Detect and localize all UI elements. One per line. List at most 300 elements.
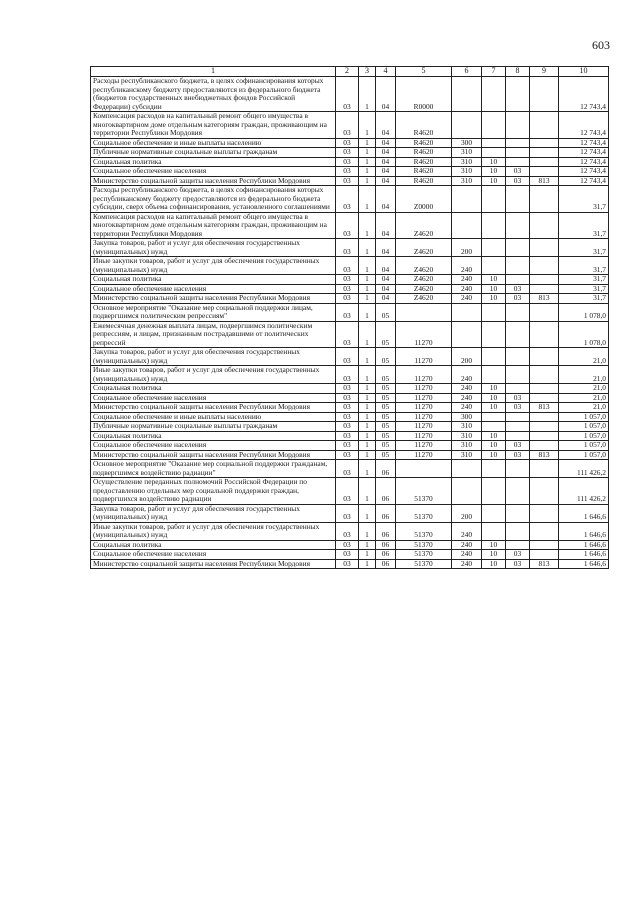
code-5-cell: 11270 <box>396 450 452 460</box>
item-name-cell: Иные закупки товаров, работ и услуг для обеспечения государственных (муниципальных) нужд <box>91 366 336 384</box>
code-3-cell: 1 <box>359 522 376 540</box>
code-3-cell: 1 <box>359 138 376 148</box>
table-row <box>91 294 609 304</box>
code-4-cell: 05 <box>376 321 396 348</box>
code-8-cell <box>506 522 530 540</box>
code-8-cell: 03 <box>506 284 530 294</box>
code-4-cell: 06 <box>376 522 396 540</box>
code-8-cell: 03 <box>506 167 530 177</box>
item-name-cell: Министерство социальной защиты населения Республики Мордовия <box>91 403 336 413</box>
code-2-cell: 03 <box>336 393 359 403</box>
amount-cell: 12 743,4 <box>559 138 609 148</box>
code-5-cell: Z4620 <box>396 275 452 285</box>
item-name-cell: Иные закупки товаров, работ и услуг для обеспечения государственных (муниципальных) нужд <box>91 257 336 275</box>
code-4-cell: 05 <box>376 431 396 441</box>
code-6-cell: 310 <box>452 431 482 441</box>
code-8-cell <box>506 77 530 112</box>
code-9-cell <box>530 239 559 257</box>
code-6-cell: 310 <box>452 167 482 177</box>
code-2-cell: 03 <box>336 460 359 478</box>
code-2-cell: 03 <box>336 176 359 186</box>
table-row <box>91 77 609 112</box>
code-4-cell: 05 <box>376 403 396 413</box>
code-4-cell: 04 <box>376 239 396 257</box>
amount-cell: 21,0 <box>559 366 609 384</box>
code-2-cell: 03 <box>336 303 359 321</box>
code-9-cell: 813 <box>530 559 559 569</box>
code-7-cell: 10 <box>482 441 506 451</box>
code-4-cell: 04 <box>376 176 396 186</box>
code-2-cell: 03 <box>336 257 359 275</box>
code-6-cell: 200 <box>452 348 482 366</box>
code-2-cell: 03 <box>336 294 359 304</box>
code-7-cell <box>482 321 506 348</box>
item-name-cell: Закупка товаров, работ и услуг для обеспечения государственных (муниципальных) нужд <box>91 504 336 522</box>
code-8-cell <box>506 275 530 285</box>
amount-cell: 1 646,6 <box>559 550 609 560</box>
code-5-cell: 11270 <box>396 431 452 441</box>
item-name-cell: Расходы республиканского бюджета, в целях софинансирования которых республиканскому бюджету предоставляются из федерального бюджета субсидии, сверх объема софинансирования, установленного соглашениями <box>91 186 336 213</box>
table-row <box>91 422 609 432</box>
table-row <box>91 148 609 158</box>
code-3-cell: 1 <box>359 441 376 451</box>
code-3-cell: 1 <box>359 257 376 275</box>
code-6-cell: 200 <box>452 504 482 522</box>
amount-cell: 1 057,0 <box>559 422 609 432</box>
budget-table <box>90 66 609 569</box>
item-name-cell: Социальное обеспечение и иные выплаты населению <box>91 412 336 422</box>
code-4-cell: 04 <box>376 157 396 167</box>
code-6-cell: 200 <box>452 239 482 257</box>
code-3-cell: 1 <box>359 422 376 432</box>
code-4-cell: 05 <box>376 450 396 460</box>
header-cell: 10 <box>559 67 609 77</box>
item-name-cell: Социальная политика <box>91 275 336 285</box>
amount-cell: 21,0 <box>559 393 609 403</box>
code-6-cell: 310 <box>452 422 482 432</box>
code-5-cell: R4620 <box>396 176 452 186</box>
item-name-cell: Социальная политика <box>91 431 336 441</box>
code-3-cell: 1 <box>359 412 376 422</box>
code-6-cell: 310 <box>452 176 482 186</box>
header-row <box>91 67 609 77</box>
code-5-cell: Z4620 <box>396 212 452 239</box>
code-2-cell: 03 <box>336 540 359 550</box>
code-3-cell: 1 <box>359 303 376 321</box>
code-4-cell: 05 <box>376 303 396 321</box>
code-7-cell <box>482 348 506 366</box>
item-name-cell: Министерство социальной защиты населения Республики Мордовия <box>91 450 336 460</box>
item-name-cell: Основное мероприятие "Оказание мер социальной поддержки гражданам, подвергшимся воздействию радиации" <box>91 460 336 478</box>
code-8-cell: 03 <box>506 559 530 569</box>
amount-cell: 31,7 <box>559 284 609 294</box>
code-2-cell: 03 <box>336 321 359 348</box>
code-6-cell: 240 <box>452 550 482 560</box>
table-row <box>91 460 609 478</box>
code-4-cell: 04 <box>376 148 396 158</box>
code-6-cell: 310 <box>452 441 482 451</box>
code-7-cell <box>482 148 506 158</box>
code-7-cell <box>482 257 506 275</box>
code-3-cell: 1 <box>359 148 376 158</box>
item-name-cell: Ежемесячная денежная выплата лицам, подвергшимся политическим репрессиям, и лицам, признанным пострадавшими от политических репрессий <box>91 321 336 348</box>
code-7-cell: 10 <box>482 403 506 413</box>
code-3-cell: 1 <box>359 167 376 177</box>
code-3-cell: 1 <box>359 348 376 366</box>
code-9-cell: 813 <box>530 403 559 413</box>
code-6-cell: 240 <box>452 522 482 540</box>
code-2-cell: 03 <box>336 441 359 451</box>
code-2-cell: 03 <box>336 239 359 257</box>
code-8-cell <box>506 422 530 432</box>
amount-cell: 1 057,0 <box>559 441 609 451</box>
code-3-cell: 1 <box>359 212 376 239</box>
item-name-cell: Социальная политика <box>91 384 336 394</box>
item-name-cell: Основное мероприятие "Оказание мер социальной поддержки лицам, подвергшимся политическим репрессиям" <box>91 303 336 321</box>
amount-cell: 12 743,4 <box>559 176 609 186</box>
table-row <box>91 321 609 348</box>
code-5-cell: 11270 <box>396 321 452 348</box>
header-cell: 2 <box>336 67 359 77</box>
code-3-cell: 1 <box>359 393 376 403</box>
amount-cell: 31,7 <box>559 294 609 304</box>
page-number: 603 <box>592 38 610 52</box>
code-5-cell: 51370 <box>396 478 452 505</box>
code-7-cell: 10 <box>482 275 506 285</box>
amount-cell: 1 057,0 <box>559 412 609 422</box>
code-9-cell: 813 <box>530 294 559 304</box>
table-row <box>91 167 609 177</box>
code-6-cell: 240 <box>452 393 482 403</box>
table-row <box>91 550 609 560</box>
header-cell: 6 <box>452 67 482 77</box>
code-4-cell: 06 <box>376 504 396 522</box>
code-6-cell: 300 <box>452 138 482 148</box>
code-4-cell: 05 <box>376 366 396 384</box>
code-9-cell <box>530 366 559 384</box>
code-8-cell <box>506 321 530 348</box>
item-name-cell: Иные закупки товаров, работ и услуг для обеспечения государственных (муниципальных) нужд <box>91 522 336 540</box>
amount-cell: 21,0 <box>559 403 609 413</box>
code-9-cell <box>530 212 559 239</box>
code-5-cell <box>396 303 452 321</box>
code-8-cell <box>506 412 530 422</box>
code-7-cell <box>482 504 506 522</box>
code-6-cell <box>452 112 482 139</box>
amount-cell: 21,0 <box>559 384 609 394</box>
code-8-cell <box>506 384 530 394</box>
code-9-cell <box>530 478 559 505</box>
code-4-cell: 04 <box>376 294 396 304</box>
code-4-cell: 05 <box>376 384 396 394</box>
code-6-cell <box>452 478 482 505</box>
code-7-cell <box>482 112 506 139</box>
code-8-cell <box>506 138 530 148</box>
code-5-cell: Z4620 <box>396 294 452 304</box>
code-6-cell: 300 <box>452 412 482 422</box>
table-row <box>91 348 609 366</box>
code-7-cell <box>482 478 506 505</box>
code-4-cell: 04 <box>376 167 396 177</box>
code-6-cell: 240 <box>452 403 482 413</box>
header-cell: 5 <box>396 67 452 77</box>
code-6-cell: 310 <box>452 157 482 167</box>
code-9-cell: 813 <box>530 450 559 460</box>
code-6-cell: 240 <box>452 366 482 384</box>
code-4-cell: 04 <box>376 275 396 285</box>
code-6-cell: 310 <box>452 450 482 460</box>
code-3-cell: 1 <box>359 431 376 441</box>
code-3-cell: 1 <box>359 384 376 394</box>
code-5-cell: R4620 <box>396 157 452 167</box>
code-7-cell <box>482 522 506 540</box>
header-cell: 4 <box>376 67 396 77</box>
code-6-cell: 240 <box>452 540 482 550</box>
code-8-cell <box>506 148 530 158</box>
code-2-cell: 03 <box>336 284 359 294</box>
code-8-cell <box>506 112 530 139</box>
code-4-cell: 05 <box>376 348 396 366</box>
code-7-cell: 10 <box>482 450 506 460</box>
item-name-cell: Компенсация расходов на капитальный ремонт общего имущества в многоквартирном доме отдельным категориям граждан, проживающим на территории Республики Мордовия <box>91 112 336 139</box>
amount-cell: 1 078,0 <box>559 303 609 321</box>
code-5-cell: 11270 <box>396 366 452 384</box>
code-6-cell: 240 <box>452 275 482 285</box>
code-7-cell <box>482 303 506 321</box>
amount-cell: 12 743,4 <box>559 112 609 139</box>
code-9-cell <box>530 460 559 478</box>
table-row <box>91 384 609 394</box>
code-8-cell <box>506 504 530 522</box>
amount-cell: 31,7 <box>559 275 609 285</box>
item-name-cell: Социальное обеспечение населения <box>91 167 336 177</box>
code-5-cell <box>396 460 452 478</box>
amount-cell: 31,7 <box>559 239 609 257</box>
amount-cell: 12 743,4 <box>559 157 609 167</box>
code-8-cell <box>506 186 530 213</box>
code-5-cell: R4620 <box>396 148 452 158</box>
code-5-cell: 11270 <box>396 403 452 413</box>
amount-cell: 12 743,4 <box>559 148 609 158</box>
code-2-cell: 03 <box>336 112 359 139</box>
table-row <box>91 212 609 239</box>
code-7-cell <box>482 212 506 239</box>
code-6-cell <box>452 77 482 112</box>
table-row <box>91 239 609 257</box>
item-name-cell: Публичные нормативные социальные выплаты гражданам <box>91 148 336 158</box>
code-4-cell: 04 <box>376 284 396 294</box>
code-4-cell: 04 <box>376 186 396 213</box>
code-4-cell: 05 <box>376 441 396 451</box>
code-2-cell: 03 <box>336 275 359 285</box>
code-7-cell: 10 <box>482 284 506 294</box>
table-row <box>91 257 609 275</box>
code-7-cell <box>482 138 506 148</box>
table-row <box>91 441 609 451</box>
code-7-cell: 10 <box>482 384 506 394</box>
code-9-cell <box>530 384 559 394</box>
code-3-cell: 1 <box>359 540 376 550</box>
code-5-cell: 11270 <box>396 393 452 403</box>
code-9-cell <box>530 186 559 213</box>
code-9-cell: 813 <box>530 176 559 186</box>
code-9-cell <box>530 138 559 148</box>
code-2-cell: 03 <box>336 522 359 540</box>
code-6-cell <box>452 303 482 321</box>
code-2-cell: 03 <box>336 412 359 422</box>
code-5-cell: Z0000 <box>396 186 452 213</box>
header-cell: 7 <box>482 67 506 77</box>
code-5-cell: 11270 <box>396 348 452 366</box>
code-2-cell: 03 <box>336 504 359 522</box>
code-2-cell: 03 <box>336 422 359 432</box>
item-name-cell: Закупка товаров, работ и услуг для обеспечения государственных (муниципальных) нужд <box>91 348 336 366</box>
table-row <box>91 559 609 569</box>
code-9-cell <box>530 77 559 112</box>
table-row <box>91 275 609 285</box>
code-2-cell: 03 <box>336 550 359 560</box>
code-8-cell: 03 <box>506 393 530 403</box>
code-3-cell: 1 <box>359 559 376 569</box>
code-5-cell: 11270 <box>396 422 452 432</box>
item-name-cell: Закупка товаров, работ и услуг для обеспечения государственных (муниципальных) нужд <box>91 239 336 257</box>
code-8-cell: 03 <box>506 294 530 304</box>
code-9-cell <box>530 550 559 560</box>
item-name-cell: Осуществление переданных полномочий Российской Федерации по предоставлению отдельных мер социальной поддержки граждан, подвергшихся воздействию радиации <box>91 478 336 505</box>
amount-cell: 1 646,6 <box>559 504 609 522</box>
amount-cell: 1 078,0 <box>559 321 609 348</box>
item-name-cell: Публичные нормативные социальные выплаты гражданам <box>91 422 336 432</box>
table-row <box>91 403 609 413</box>
code-2-cell: 03 <box>336 157 359 167</box>
code-5-cell: 11270 <box>396 384 452 394</box>
item-name-cell: Социальное обеспечение и иные выплаты населению <box>91 138 336 148</box>
code-5-cell: 11270 <box>396 441 452 451</box>
amount-cell: 1 646,6 <box>559 559 609 569</box>
code-3-cell: 1 <box>359 550 376 560</box>
code-6-cell: 240 <box>452 294 482 304</box>
header-cell: 8 <box>506 67 530 77</box>
code-4-cell: 04 <box>376 257 396 275</box>
amount-cell: 31,7 <box>559 212 609 239</box>
code-7-cell: 10 <box>482 559 506 569</box>
item-name-cell: Социальное обеспечение населения <box>91 550 336 560</box>
code-5-cell: Z4620 <box>396 239 452 257</box>
code-8-cell <box>506 257 530 275</box>
code-3-cell: 1 <box>359 77 376 112</box>
code-3-cell: 1 <box>359 239 376 257</box>
code-3-cell: 1 <box>359 366 376 384</box>
item-name-cell: Социальная политика <box>91 157 336 167</box>
code-3-cell: 1 <box>359 478 376 505</box>
item-name-cell: Компенсация расходов на капитальный ремонт общего имущества в многоквартирном доме отдельным категориям граждан, проживающим на территории Республики Мордовия <box>91 212 336 239</box>
code-6-cell <box>452 321 482 348</box>
amount-cell: 21,0 <box>559 348 609 366</box>
code-7-cell <box>482 422 506 432</box>
code-5-cell: 51370 <box>396 540 452 550</box>
code-9-cell <box>530 431 559 441</box>
code-4-cell: 06 <box>376 460 396 478</box>
amount-cell: 12 743,4 <box>559 77 609 112</box>
code-4-cell: 06 <box>376 559 396 569</box>
code-6-cell: 240 <box>452 559 482 569</box>
code-4-cell: 04 <box>376 112 396 139</box>
code-9-cell <box>530 303 559 321</box>
code-5-cell: R4620 <box>396 167 452 177</box>
amount-cell: 1 057,0 <box>559 431 609 441</box>
code-3-cell: 1 <box>359 403 376 413</box>
amount-cell: 12 743,4 <box>559 167 609 177</box>
code-5-cell: 51370 <box>396 559 452 569</box>
amount-cell: 111 426,2 <box>559 478 609 505</box>
code-4-cell: 04 <box>376 212 396 239</box>
amount-cell: 31,7 <box>559 257 609 275</box>
code-4-cell: 04 <box>376 138 396 148</box>
code-9-cell <box>530 257 559 275</box>
code-6-cell: 240 <box>452 384 482 394</box>
code-2-cell: 03 <box>336 77 359 112</box>
code-2-cell: 03 <box>336 167 359 177</box>
code-2-cell: 03 <box>336 384 359 394</box>
code-7-cell: 10 <box>482 550 506 560</box>
code-9-cell <box>530 148 559 158</box>
code-7-cell <box>482 412 506 422</box>
code-5-cell: R4620 <box>396 138 452 148</box>
code-3-cell: 1 <box>359 112 376 139</box>
code-9-cell <box>530 522 559 540</box>
code-2-cell: 03 <box>336 431 359 441</box>
code-7-cell <box>482 186 506 213</box>
code-2-cell: 03 <box>336 148 359 158</box>
code-3-cell: 1 <box>359 275 376 285</box>
code-7-cell <box>482 366 506 384</box>
code-3-cell: 1 <box>359 460 376 478</box>
item-name-cell: Социальная политика <box>91 540 336 550</box>
code-9-cell <box>530 504 559 522</box>
code-8-cell: 03 <box>506 441 530 451</box>
code-4-cell: 06 <box>376 540 396 550</box>
code-4-cell: 05 <box>376 412 396 422</box>
item-name-cell: Министерство социальной защиты населения Республики Мордовия <box>91 559 336 569</box>
table-row <box>91 522 609 540</box>
code-7-cell: 10 <box>482 540 506 550</box>
code-2-cell: 03 <box>336 186 359 213</box>
code-6-cell <box>452 460 482 478</box>
code-2-cell: 03 <box>336 478 359 505</box>
code-4-cell: 06 <box>376 478 396 505</box>
code-8-cell: 03 <box>506 450 530 460</box>
code-3-cell: 1 <box>359 284 376 294</box>
code-7-cell: 10 <box>482 176 506 186</box>
code-9-cell <box>530 540 559 550</box>
code-2-cell: 03 <box>336 366 359 384</box>
code-8-cell <box>506 212 530 239</box>
code-4-cell: 06 <box>376 550 396 560</box>
code-5-cell: 51370 <box>396 550 452 560</box>
code-5-cell: Z4620 <box>396 257 452 275</box>
code-9-cell <box>530 157 559 167</box>
code-3-cell: 1 <box>359 157 376 167</box>
amount-cell: 1 057,0 <box>559 450 609 460</box>
item-name-cell: Социальное обеспечение населения <box>91 284 336 294</box>
table-row <box>91 303 609 321</box>
code-2-cell: 03 <box>336 348 359 366</box>
code-9-cell <box>530 321 559 348</box>
header-cell: 1 <box>91 67 336 77</box>
code-8-cell <box>506 366 530 384</box>
code-7-cell <box>482 77 506 112</box>
code-7-cell: 10 <box>482 431 506 441</box>
